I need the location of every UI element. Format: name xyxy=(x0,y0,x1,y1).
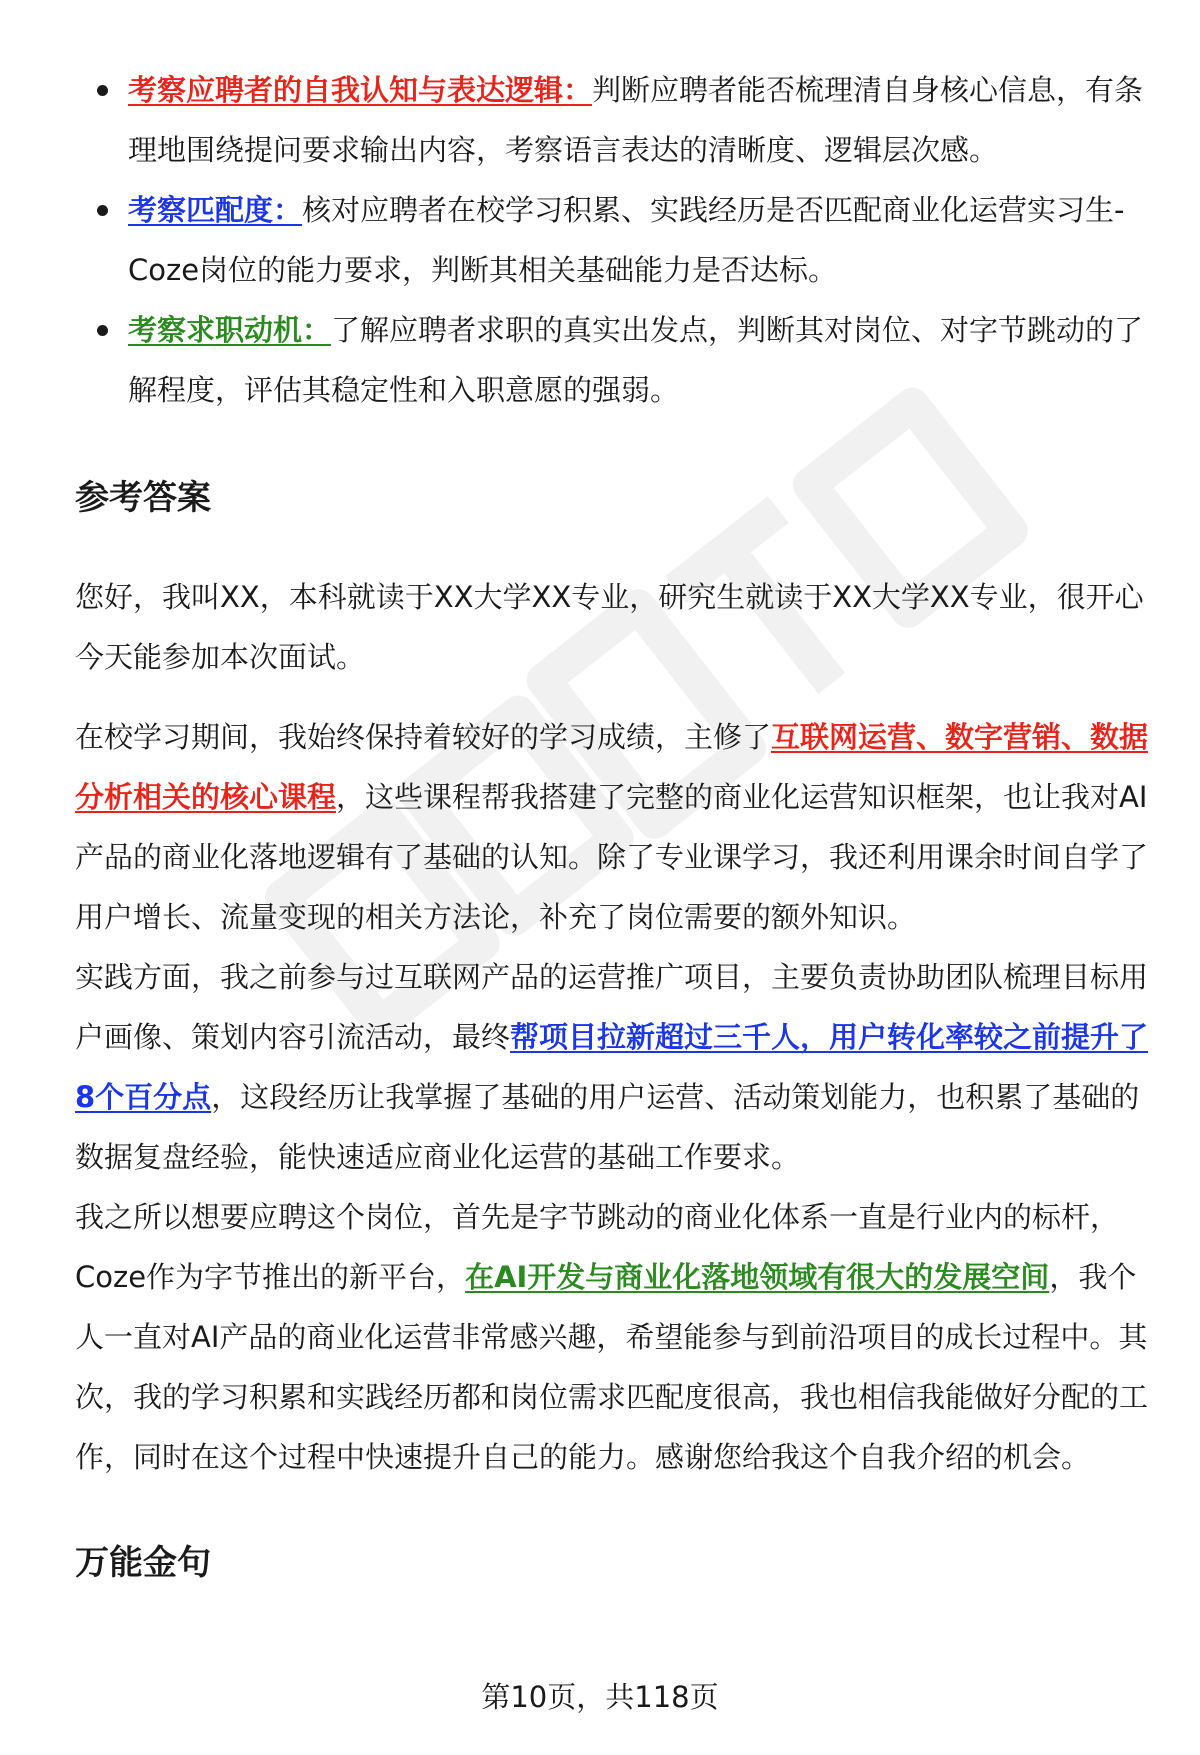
list-item xyxy=(75,300,1155,420)
paragraph-text: 我之所以想要应聘这个岗位，首先是字节跳动的商业化体系一直是行业内的标杆，Coze作为字节推出的新平台， xyxy=(75,1200,1120,1294)
criteria-list xyxy=(75,60,1155,420)
answer-paragraph-practice xyxy=(75,947,1155,1187)
answer-paragraph-motivation xyxy=(75,1187,1155,1487)
bullet-dot-icon xyxy=(97,205,108,216)
criterion-key: 考察应聘者的自我认知与表达逻辑： xyxy=(128,73,593,107)
answer-paragraph-intro: 您好，我叫XX，本科就读于XX大学XX专业，研究生就读于XX大学XX专业，很开心今天能参加本次面试。 xyxy=(75,580,1144,674)
section-heading-answer: 参考答案 xyxy=(75,478,211,518)
paragraph-text: ，我个人一直对AI产品的商业化运营非常感兴趣，希望能参与到前沿项目的成长过程中。其次，我的学习积累和实践经历都和岗位需求匹配度很高，我也相信我能做好分配的工作，同时在这个过程中快速提升自己的能力。感谢您给我这个自我介绍的机会。 xyxy=(75,1260,1149,1474)
criterion-text: 判断应聘者能否梳理清自身核心信息，有条理地围绕提问要求输出内容，考察语言表达的清晰度、逻辑层次感。 xyxy=(128,73,1144,167)
bullet-dot-icon xyxy=(97,325,108,336)
highlight-text: 互联网运营、数字营销、数据分析相关的核心课程 xyxy=(75,720,1149,814)
paragraph-text: ，这段经历让我掌握了基础的用户运营、活动策划能力，也积累了基础的数据复盘经验，能快速适应商业化运营的基础工作要求。 xyxy=(75,1080,1140,1174)
paragraph-text: 在校学习期间，我始终保持着较好的学习成绩，主修了 xyxy=(75,720,772,754)
list-item xyxy=(75,60,1155,180)
criterion-text: 了解应聘者求职的真实出发点，判断其对岗位、对字节跳动的了解程度，评估其稳定性和入职意愿的强弱。 xyxy=(128,313,1144,407)
answer-paragraph-study xyxy=(75,707,1155,947)
page-number: 第10页，共118页 xyxy=(481,1680,719,1714)
paragraph-text: 实践方面，我之前参与过互联网产品的运营推广项目，主要负责协助团队梳理目标用户画像、策划内容引流活动，最终 xyxy=(75,960,1149,1054)
criterion-key: 考察求职动机： xyxy=(128,313,332,347)
page-content xyxy=(75,60,1155,1584)
highlight-text: 帮项目拉新超过三千人，用户转化率较之前提升了8个百分点 xyxy=(75,1020,1149,1114)
list-item xyxy=(75,180,1155,300)
section-heading-golden: 万能金句 xyxy=(75,1543,211,1583)
bullet-dot-icon xyxy=(97,85,108,96)
highlight-text: 在AI开发与商业化落地领域有很大的发展空间 xyxy=(465,1260,1050,1294)
paragraph-text: ，这些课程帮我搭建了完整的商业化运营知识框架，也让我对AI产品的商业化落地逻辑有了基础的认知。除了专业课学习，我还利用课余时间自学了用户增长、流量变现的相关方法论，补充了岗位需要的额外知识。 xyxy=(75,780,1149,934)
criterion-key: 考察匹配度： xyxy=(128,193,303,227)
criterion-text: 核对应聘者在校学习积累、实践经历是否匹配商业化运营实习生-Coze岗位的能力要求，判断其相关基础能力是否达标。 xyxy=(128,193,1125,287)
